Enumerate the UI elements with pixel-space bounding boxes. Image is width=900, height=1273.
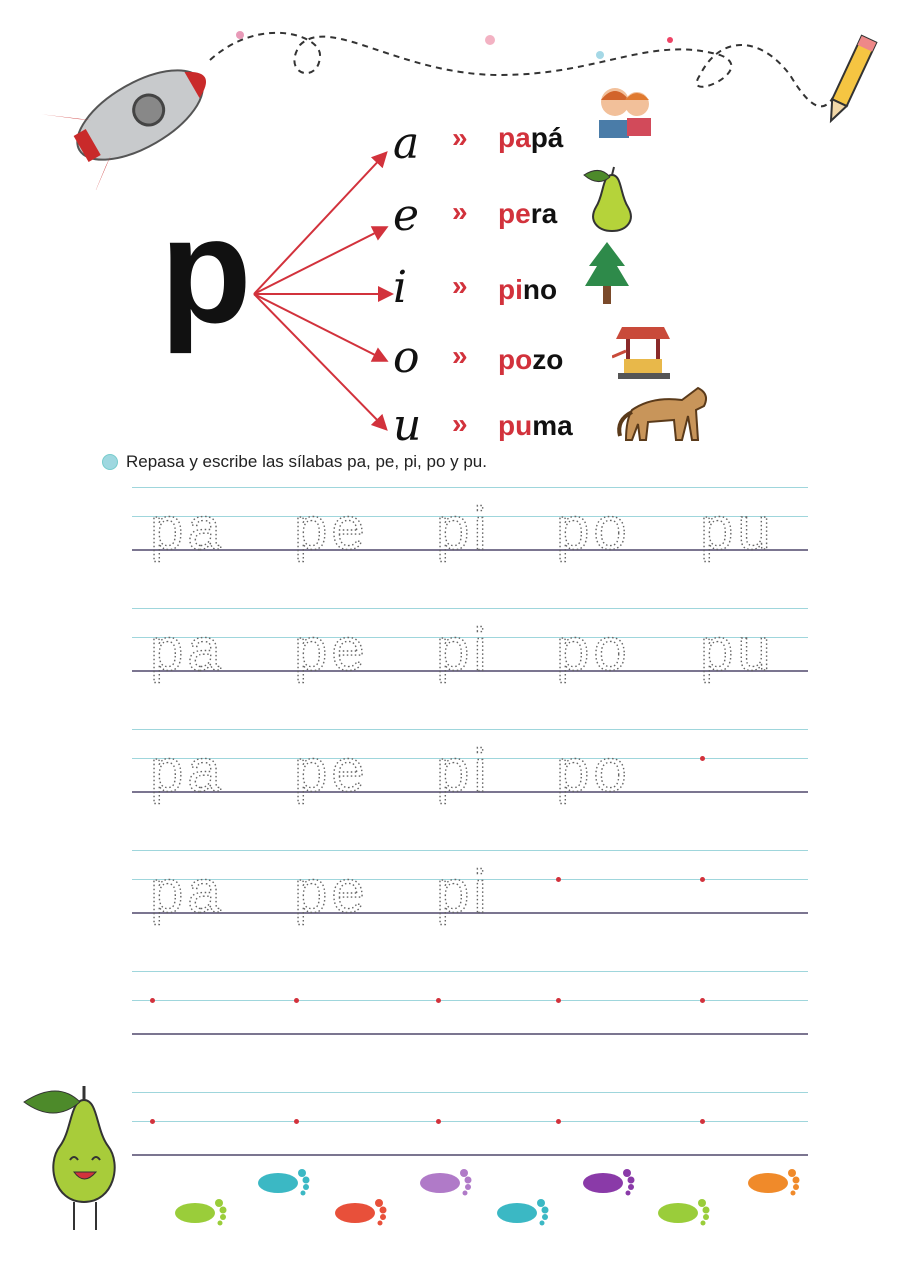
syllable-trace-text: pi	[436, 495, 491, 562]
syllable: pu	[498, 410, 533, 441]
start-dot	[700, 1119, 705, 1124]
syllable-trace-text: pa	[150, 858, 225, 925]
word-rest: no	[522, 274, 558, 305]
well-icon	[612, 315, 674, 381]
syllable-trace-text: pu	[700, 495, 775, 562]
start-dot	[556, 1119, 561, 1124]
instruction	[102, 452, 487, 472]
pear-character-icon	[18, 1080, 148, 1240]
syllable-trace-text: po	[556, 737, 631, 804]
traceable-syllable	[292, 608, 402, 708]
traceable-syllable	[554, 729, 664, 829]
syllable-trace-text: pe	[294, 737, 369, 804]
start-dot	[436, 998, 441, 1003]
word-rest: zo	[532, 344, 564, 375]
guide-line-mid	[132, 1000, 808, 1001]
footprint-icon	[583, 1165, 639, 1199]
syllable-trace-text: pe	[294, 495, 369, 562]
practice-row[interactable]	[132, 850, 808, 950]
start-dot	[700, 756, 705, 761]
bullet-icon	[102, 454, 118, 470]
traceable-syllable	[148, 729, 258, 829]
guide-line-mid	[132, 1121, 808, 1122]
start-dot	[556, 877, 561, 882]
practice-row[interactable]	[132, 729, 808, 829]
guide-line-top	[132, 971, 808, 972]
word-pino	[498, 276, 557, 304]
chevron: »	[452, 270, 468, 301]
traceable-syllable	[148, 487, 258, 587]
syllable-trace-text: pa	[150, 616, 225, 683]
start-dot	[700, 877, 705, 882]
dashed-path-decoration	[200, 15, 860, 135]
traceable-syllable	[434, 850, 544, 950]
footprint-icon	[175, 1195, 231, 1229]
practice-row[interactable]	[132, 971, 808, 1071]
traceable-syllable	[434, 608, 544, 708]
footprint-icon	[258, 1165, 314, 1199]
pencil-icon	[820, 30, 880, 130]
traceable-syllable	[554, 608, 664, 708]
pine-tree-icon	[583, 240, 631, 308]
start-dot	[700, 998, 705, 1003]
traceable-syllable	[698, 608, 808, 708]
traceable-syllable	[148, 608, 258, 708]
syllable-trace-text: po	[556, 616, 631, 683]
pear-icon	[580, 165, 640, 233]
word-papa	[498, 124, 563, 152]
syllable: po	[498, 344, 533, 375]
syllable-trace-text: pe	[294, 858, 369, 925]
word-puma	[498, 412, 573, 440]
baseline	[132, 1154, 808, 1156]
guide-line-top	[132, 1092, 808, 1093]
chevron: »	[452, 196, 468, 227]
word-pozo	[498, 346, 563, 374]
syllable: pa	[498, 122, 531, 153]
footprint-icon	[748, 1165, 804, 1199]
practice-row[interactable]	[132, 487, 808, 587]
puma-icon	[612, 380, 712, 448]
footprint-icon	[420, 1165, 476, 1199]
syllable-trace-text: pe	[294, 616, 369, 683]
word-pera	[498, 200, 557, 228]
footprint-icon	[497, 1195, 553, 1229]
vowel-a: a	[393, 118, 420, 169]
vowel-i: i	[393, 262, 408, 313]
practice-row[interactable]	[132, 608, 808, 708]
parents-icon	[595, 82, 655, 140]
start-dot	[150, 1119, 155, 1124]
footprint-icon	[335, 1195, 391, 1229]
chevron: »	[452, 408, 468, 439]
main-letter: p	[160, 186, 252, 354]
traceable-syllable	[554, 487, 664, 587]
traceable-syllable	[292, 850, 402, 950]
vowel-e: e	[393, 190, 420, 241]
syllable-trace-text: pi	[436, 737, 491, 804]
syllable-trace-text: pu	[700, 616, 775, 683]
word-rest: ra	[530, 198, 558, 229]
start-dot	[294, 1119, 299, 1124]
syllable-trace-text: pa	[150, 495, 225, 562]
start-dot	[294, 998, 299, 1003]
vowel-u: u	[393, 400, 422, 451]
syllable-trace-text: pa	[150, 737, 225, 804]
start-dot	[150, 998, 155, 1003]
arrows-diagram	[250, 140, 400, 440]
traceable-syllable	[434, 729, 544, 829]
word-rest: pá	[530, 122, 564, 153]
baseline	[132, 1033, 808, 1035]
traceable-syllable	[292, 729, 402, 829]
chevron: »	[452, 340, 468, 371]
traceable-syllable	[292, 487, 402, 587]
syllable: pi	[498, 274, 523, 305]
word-rest: ma	[532, 410, 573, 441]
start-dot	[436, 1119, 441, 1124]
instruction-text: Repasa y escribe las sílabas pa, pe, pi, po y pu.	[126, 452, 487, 471]
syllable-trace-text: pi	[436, 858, 491, 925]
syllable-trace-text: po	[556, 495, 631, 562]
traceable-syllable	[434, 487, 544, 587]
start-dot	[556, 998, 561, 1003]
syllable-trace-text: pi	[436, 616, 491, 683]
traceable-syllable	[148, 850, 258, 950]
traceable-syllable	[698, 487, 808, 587]
chevron: »	[452, 122, 468, 153]
vowel-o: o	[393, 332, 420, 383]
syllable: pe	[498, 198, 531, 229]
footprint-icon	[658, 1195, 714, 1229]
